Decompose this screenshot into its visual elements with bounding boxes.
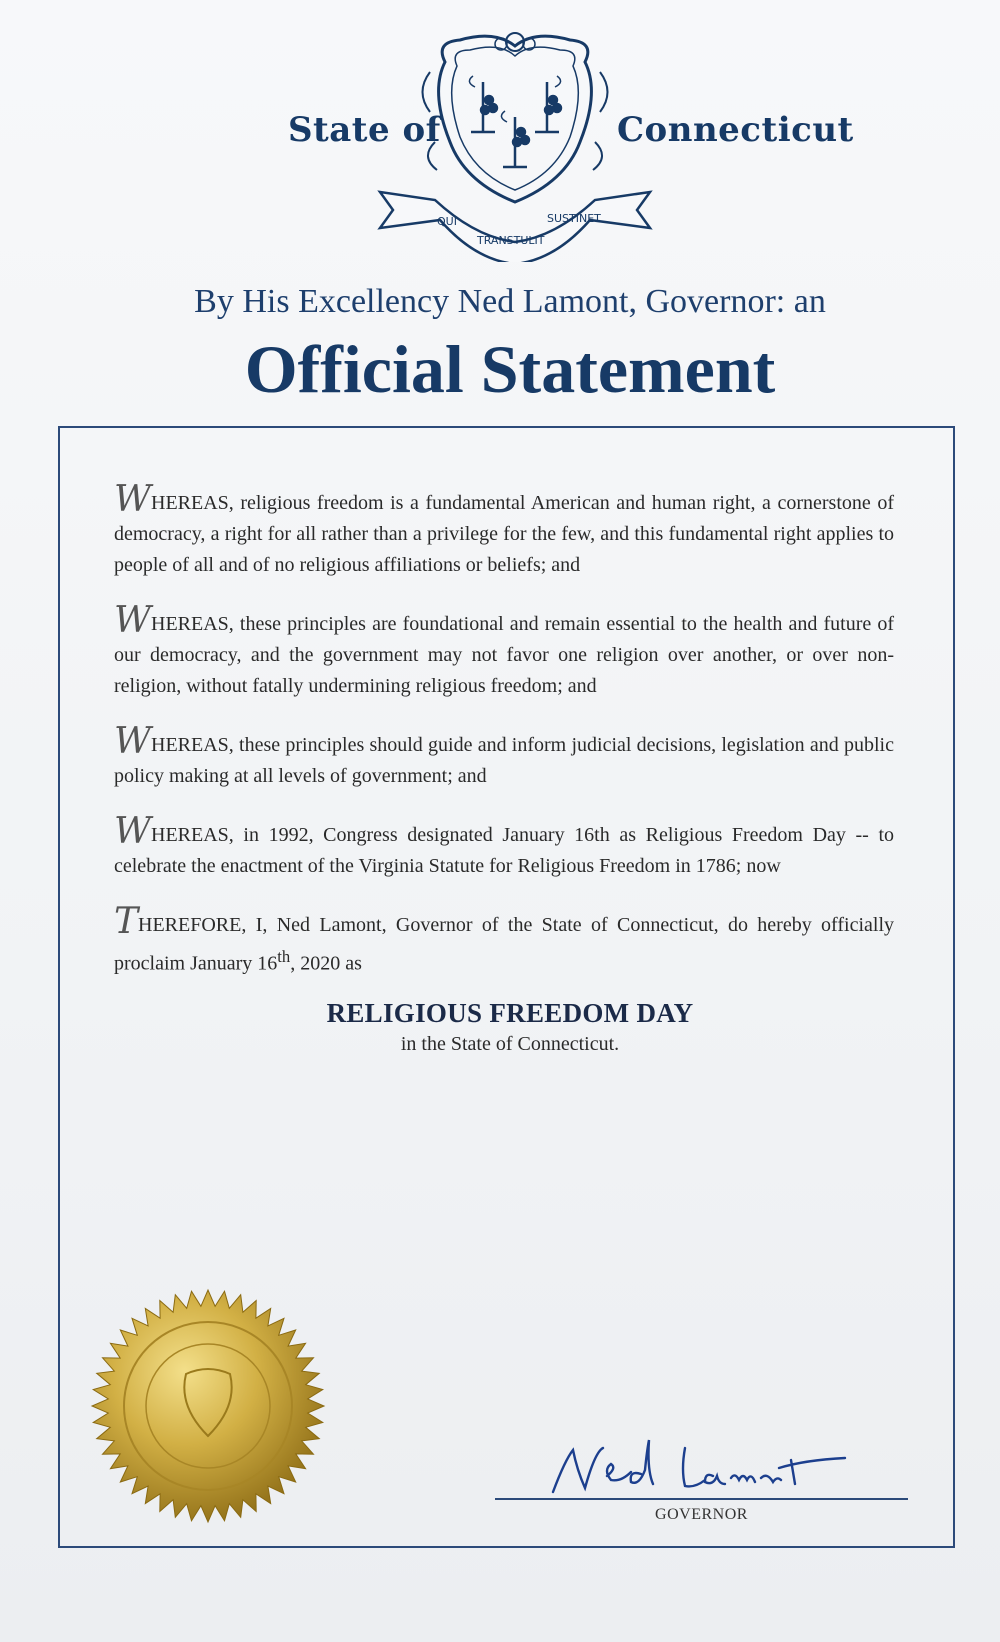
proclamation bbox=[0, 998, 1000, 1056]
ordinal-suffix: th bbox=[277, 947, 291, 966]
gold-seal-icon bbox=[88, 1286, 328, 1526]
paragraph-text: HEREAS, these principles are foundational and remain essential to the health and future of our democracy, and the government may not favor one religion over another, or over non-religion, without fatally undermining religious freedom; and bbox=[114, 613, 894, 697]
statement-body bbox=[114, 479, 894, 1008]
proclamation-title: RELIGIOUS FREEDOM DAY bbox=[326, 998, 694, 1028]
drop-initial: W bbox=[114, 721, 152, 762]
connecticut-crest-icon bbox=[375, 32, 655, 262]
state-of-label: State of bbox=[288, 110, 441, 150]
byline: By His Excellency Ned Lamont, Governor: an bbox=[194, 283, 826, 320]
whereas-paragraph-3 bbox=[114, 721, 894, 792]
letterhead bbox=[0, 32, 1000, 262]
drop-initial: T bbox=[114, 901, 139, 942]
page-title: Official Statement bbox=[244, 331, 776, 407]
signature-line bbox=[495, 1498, 908, 1500]
connecticut-label: Connecticut bbox=[617, 110, 854, 150]
therefore-text-end: , 2020 as bbox=[290, 952, 362, 975]
governor-signature bbox=[545, 1430, 865, 1500]
therefore-paragraph bbox=[114, 901, 894, 980]
drop-initial: W bbox=[114, 600, 152, 641]
motto-qui: QUI bbox=[437, 215, 457, 228]
paragraph-text: HEREAS, these principles should guide and inform judicial decisions, legislation and public policy making at all levels of government; and bbox=[114, 734, 894, 787]
therefore-text: HEREFORE, I, Ned Lamont, Governor of the State of Connecticut, do hereby officially proclaim January 16 bbox=[114, 914, 894, 975]
whereas-paragraph-1 bbox=[114, 479, 894, 581]
signature-title: GOVERNOR bbox=[655, 1506, 748, 1523]
drop-initial: W bbox=[114, 811, 152, 852]
whereas-paragraph-4 bbox=[114, 811, 894, 882]
drop-initial: W bbox=[114, 479, 152, 520]
paragraph-text: HEREAS, in 1992, Congress designated January 16th as Religious Freedom Day -- to celebrate the enactment of the Virginia Statute for Religious Freedom in 1786; now bbox=[114, 824, 894, 877]
paragraph-text: HEREAS, religious freedom is a fundamental American and human right, a cornerstone of democracy, a right for all rather than a privilege for the few, and this fundamental right applies to people of all and of no religious affiliations or beliefs; and bbox=[114, 492, 894, 576]
motto-sustinet: SUSTINET bbox=[547, 212, 601, 225]
whereas-paragraph-2 bbox=[114, 600, 894, 702]
proclamation-subtitle: in the State of Connecticut. bbox=[400, 1033, 620, 1055]
motto-transtulit: TRANSTULIT bbox=[477, 234, 545, 247]
